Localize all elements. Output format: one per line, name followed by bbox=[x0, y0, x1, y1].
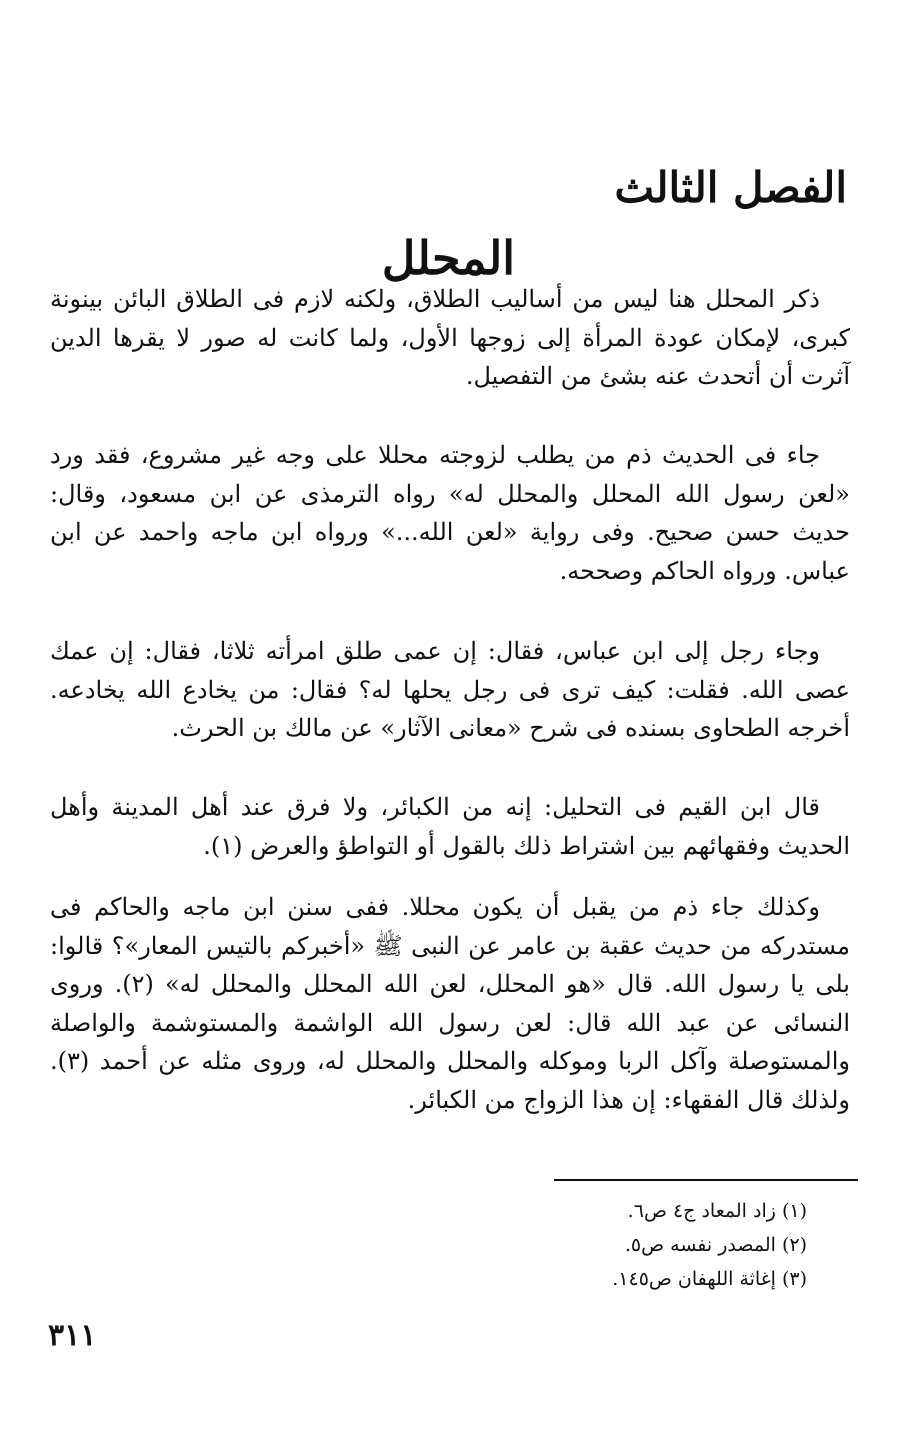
footnote-divider bbox=[554, 1179, 858, 1181]
footnote-1: (١) زاد المعاد ج٤ ص٦. bbox=[627, 1200, 807, 1222]
section-title: المحلل bbox=[381, 231, 516, 285]
chapter-title: الفصل الثالث bbox=[614, 163, 847, 212]
footnote-3: (٣) إغاثة اللهفان ص١٤٥. bbox=[612, 1268, 807, 1290]
footnote-2: (٢) المصدر نفسه ص٥. bbox=[624, 1234, 807, 1256]
paragraph-3: وجاء رجل إلى ابن عباس، فقال: إن عمى طلق امرأته ثلاثا، فقال: إن عمك عصى الله. فقلت: كيف ترى فى رجل يحلها له؟ فقال: من يخادع الله يخادعه. أخرجه الطحاوى بسنده فى شرح «معانى الآثار» عن مالك بن الحرث. bbox=[50, 637, 851, 742]
paragraph-1: ذكر المحلل هنا ليس من أساليب الطلاق، ولكنه لازم فى الطلاق البائن بينونة كبرى، لإمكان عودة المرأة إلى زوجها الأول، ولما كانت له صور لا يقرها الدين آثرت أن أتحدث عنه بشئ من التفصيل. bbox=[50, 285, 850, 390]
footnotes-list bbox=[387, 1194, 807, 1296]
paragraph-2: جاء فى الحديث ذم من يطلب لزوجته محللا على وجه غير مشروع، فقد ورد «لعن رسول الله المحلل والمحلل له» رواه الترمذى عن ابن مسعود، وقال: حديث حسن صحيح. وفى رواية «لعن الله...» ورواه ابن ماجه واحمد عن ابن عباس. ورواه الحاكم وصححه. bbox=[50, 441, 850, 585]
paragraph-4: قال ابن القيم فى التحليل: إنه من الكبائر، ولا فرق عند أهل المدينة وأهل الحديث وفقهائهم بين اشتراط ذلك بالقول أو التواطؤ والعرض (١). bbox=[50, 793, 850, 860]
paragraph-5: وكذلك جاء ذم من يقبل أن يكون محللا. ففى سنن ابن ماجه والحاكم فى مستدركه من حديث عقبة بن عامر عن النبى ﷺ «أخبركم بالتيس المعار»؟ قالوا: بلى يا رسول الله. قال «هو المحلل، لعن الله المحلل والمحلل له» (٢). وروى النسائى عن عبد الله قال: لعن رسول الله الواشمة والمستوشمة والواصلة والمستوصلة وآكل الربا وموكله والمحلل والمحلل له، وروى مثله عن أحمد (٣). ولذلك قال الفقهاء: إن هذا الزواج من الكبائر. bbox=[50, 893, 850, 1114]
page-number: ٣١١ bbox=[48, 1318, 97, 1353]
